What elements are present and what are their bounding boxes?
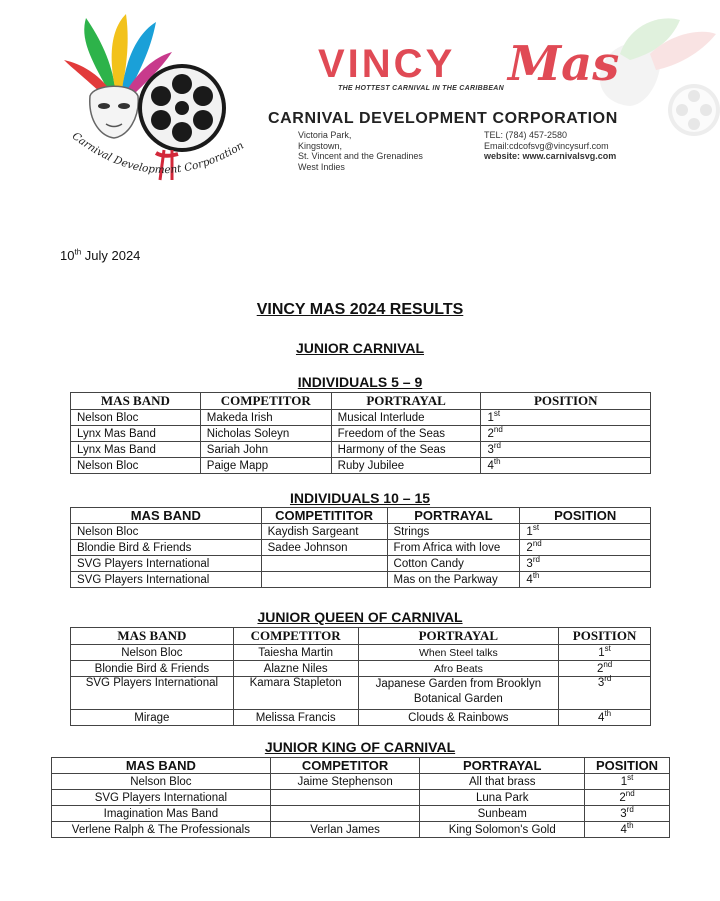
mas-band: Blondie Bird & Friends — [71, 540, 262, 556]
mas-band: Mirage — [71, 710, 234, 726]
competitor: Alazne Niles — [233, 661, 358, 677]
competitor: Taiesha Martin — [233, 645, 358, 661]
address-line: Victoria Park, — [298, 130, 352, 140]
column-header: MAS BAND — [52, 758, 271, 774]
phone: TEL: (784) 457-2580 — [484, 130, 568, 140]
portrayal: Luna Park — [420, 790, 585, 806]
portrayal-line: Botanical Garden — [413, 693, 503, 705]
column-header: POSITION — [481, 393, 651, 410]
position: 3rd — [559, 677, 651, 710]
position: 2nd — [520, 540, 651, 556]
column-header: PORTRAYAL — [331, 393, 481, 410]
mas-band: Lynx Mas Band — [71, 442, 201, 458]
competitor: Sadee Johnson — [261, 540, 387, 556]
portrayal: Strings — [387, 524, 520, 540]
position: 3rd — [520, 556, 651, 572]
address-line: Kingstown, — [298, 140, 343, 151]
table-row — [71, 410, 651, 426]
competitor — [261, 556, 387, 572]
table-row — [71, 458, 651, 474]
position: 1st — [520, 524, 651, 540]
mas-band: Nelson Bloc — [71, 458, 201, 474]
portrayal: From Africa with love — [387, 540, 520, 556]
portrayal: All that brass — [420, 774, 585, 790]
mas-band: Verlene Ralph & The Professionals — [52, 822, 271, 838]
table-row — [71, 677, 651, 710]
competitor: Nicholas Soleyn — [200, 426, 331, 442]
table-row — [52, 790, 670, 806]
position: 4th — [520, 572, 651, 588]
position: 3rd — [481, 442, 651, 458]
results-table-junior-queen — [70, 627, 651, 726]
competitor: Kamara Stapleton — [233, 677, 358, 710]
table-header-row — [71, 393, 651, 410]
column-header: POSITION — [559, 628, 651, 645]
table-row — [71, 572, 651, 588]
table-row — [71, 661, 651, 677]
position: 2nd — [585, 790, 670, 806]
mas-band: Nelson Bloc — [71, 410, 201, 426]
mas-band: Nelson Bloc — [52, 774, 271, 790]
competitor: Jaime Stephenson — [270, 774, 420, 790]
mas-band: SVG Players International — [71, 677, 234, 710]
mas-band: Imagination Mas Band — [52, 806, 271, 822]
position: 2nd — [559, 661, 651, 677]
table-row — [52, 806, 670, 822]
section-title: INDIVIDUALS 5 – 9 — [297, 374, 423, 390]
column-header: PORTRAYAL — [387, 508, 520, 524]
address-line: St. Vincent and the Grenadines — [298, 151, 423, 161]
competitor: Verlan James — [270, 822, 420, 838]
column-header: POSITION — [585, 758, 670, 774]
mas-band: Nelson Bloc — [71, 645, 234, 661]
mas-band: Nelson Bloc — [71, 524, 262, 540]
portrayal — [358, 677, 559, 710]
table-row — [71, 645, 651, 661]
table-row — [52, 774, 670, 790]
competitor — [261, 572, 387, 588]
column-header: MAS BAND — [71, 628, 234, 645]
contact-block — [484, 130, 616, 162]
competitor — [270, 790, 420, 806]
portrayal-line: Japanese Garden from Brooklyn — [375, 678, 542, 690]
portrayal: Freedom of the Seas — [331, 426, 481, 442]
mas-band: SVG Players International — [71, 572, 262, 588]
column-header: MAS BAND — [71, 508, 262, 524]
website: website: www.carnivalsvg.com — [484, 151, 617, 161]
portrayal: Harmony of the Seas — [331, 442, 481, 458]
column-header: COMPETITOR — [200, 393, 331, 410]
position: 1st — [481, 410, 651, 426]
competitor: Sariah John — [200, 442, 331, 458]
cdc-logo — [60, 8, 260, 198]
position: 1st — [585, 774, 670, 790]
page-subtitle: JUNIOR CARNIVAL — [295, 340, 425, 356]
portrayal: When Steel talks — [358, 645, 559, 661]
competitor: Kaydish Sargeant — [261, 524, 387, 540]
section-title: JUNIOR QUEEN OF CARNIVAL — [257, 609, 463, 625]
table-row — [71, 710, 651, 726]
position: 3rd — [585, 806, 670, 822]
portrayal: Ruby Jubilee — [331, 458, 481, 474]
portrayal: Clouds & Rainbows — [358, 710, 559, 726]
org-name: CARNIVAL DEVELOPMENT CORPORATION — [268, 110, 618, 127]
table-row — [71, 426, 651, 442]
position: 1st — [559, 645, 651, 661]
mas-band: Blondie Bird & Friends — [71, 661, 234, 677]
letter-date: 10th July 2024 — [60, 247, 141, 263]
mas-band: SVG Players International — [52, 790, 271, 806]
section-title: INDIVIDUALS 10 – 15 — [289, 490, 431, 506]
logo-arc-text: Carnival Development Corporation — [69, 130, 246, 177]
column-header: COMPETITOR — [233, 628, 358, 645]
column-header: COMPETITITOR — [261, 508, 387, 524]
results-table-individuals-10-15 — [70, 507, 651, 588]
table-row — [71, 556, 651, 572]
tagline: THE HOTTEST CARNIVAL IN THE CARIBBEAN — [338, 85, 505, 92]
brand-mas: Mas — [508, 36, 620, 92]
portrayal: Afro Beats — [358, 661, 559, 677]
position: 2nd — [481, 426, 651, 442]
column-header: PORTRAYAL — [358, 628, 559, 645]
column-header: PORTRAYAL — [420, 758, 585, 774]
column-header: POSITION — [520, 508, 651, 524]
brand-vincy: VINCY — [318, 42, 456, 86]
section-title: JUNIOR KING OF CARNIVAL — [264, 739, 456, 755]
page-title: VINCY MAS 2024 RESULTS — [256, 301, 464, 318]
position: 4th — [559, 710, 651, 726]
competitor: Makeda Irish — [200, 410, 331, 426]
results-table-individuals-5-9 — [70, 392, 651, 474]
table-row — [71, 442, 651, 458]
table-header-row — [71, 508, 651, 524]
competitor — [270, 806, 420, 822]
portrayal: Mas on the Parkway — [387, 572, 520, 588]
position: 4th — [481, 458, 651, 474]
address-block — [298, 130, 423, 172]
portrayal: Cotton Candy — [387, 556, 520, 572]
portrayal: King Solomon's Gold — [420, 822, 585, 838]
address-line: West Indies — [298, 161, 345, 172]
mas-band: SVG Players International — [71, 556, 262, 572]
competitor: Melissa Francis — [233, 710, 358, 726]
column-header: MAS BAND — [71, 393, 201, 410]
table-header-row — [52, 758, 670, 774]
table-row — [71, 540, 651, 556]
table-row — [71, 524, 651, 540]
table-header-row — [71, 628, 651, 645]
results-table-junior-king — [51, 757, 670, 838]
position: 4th — [585, 822, 670, 838]
portrayal: Musical Interlude — [331, 410, 481, 426]
portrayal: Sunbeam — [420, 806, 585, 822]
mas-band: Lynx Mas Band — [71, 426, 201, 442]
competitor: Paige Mapp — [200, 458, 331, 474]
email: Email:cdcofsvg@vincysurf.com — [484, 140, 609, 151]
table-row — [52, 822, 670, 838]
column-header: COMPETITOR — [270, 758, 420, 774]
